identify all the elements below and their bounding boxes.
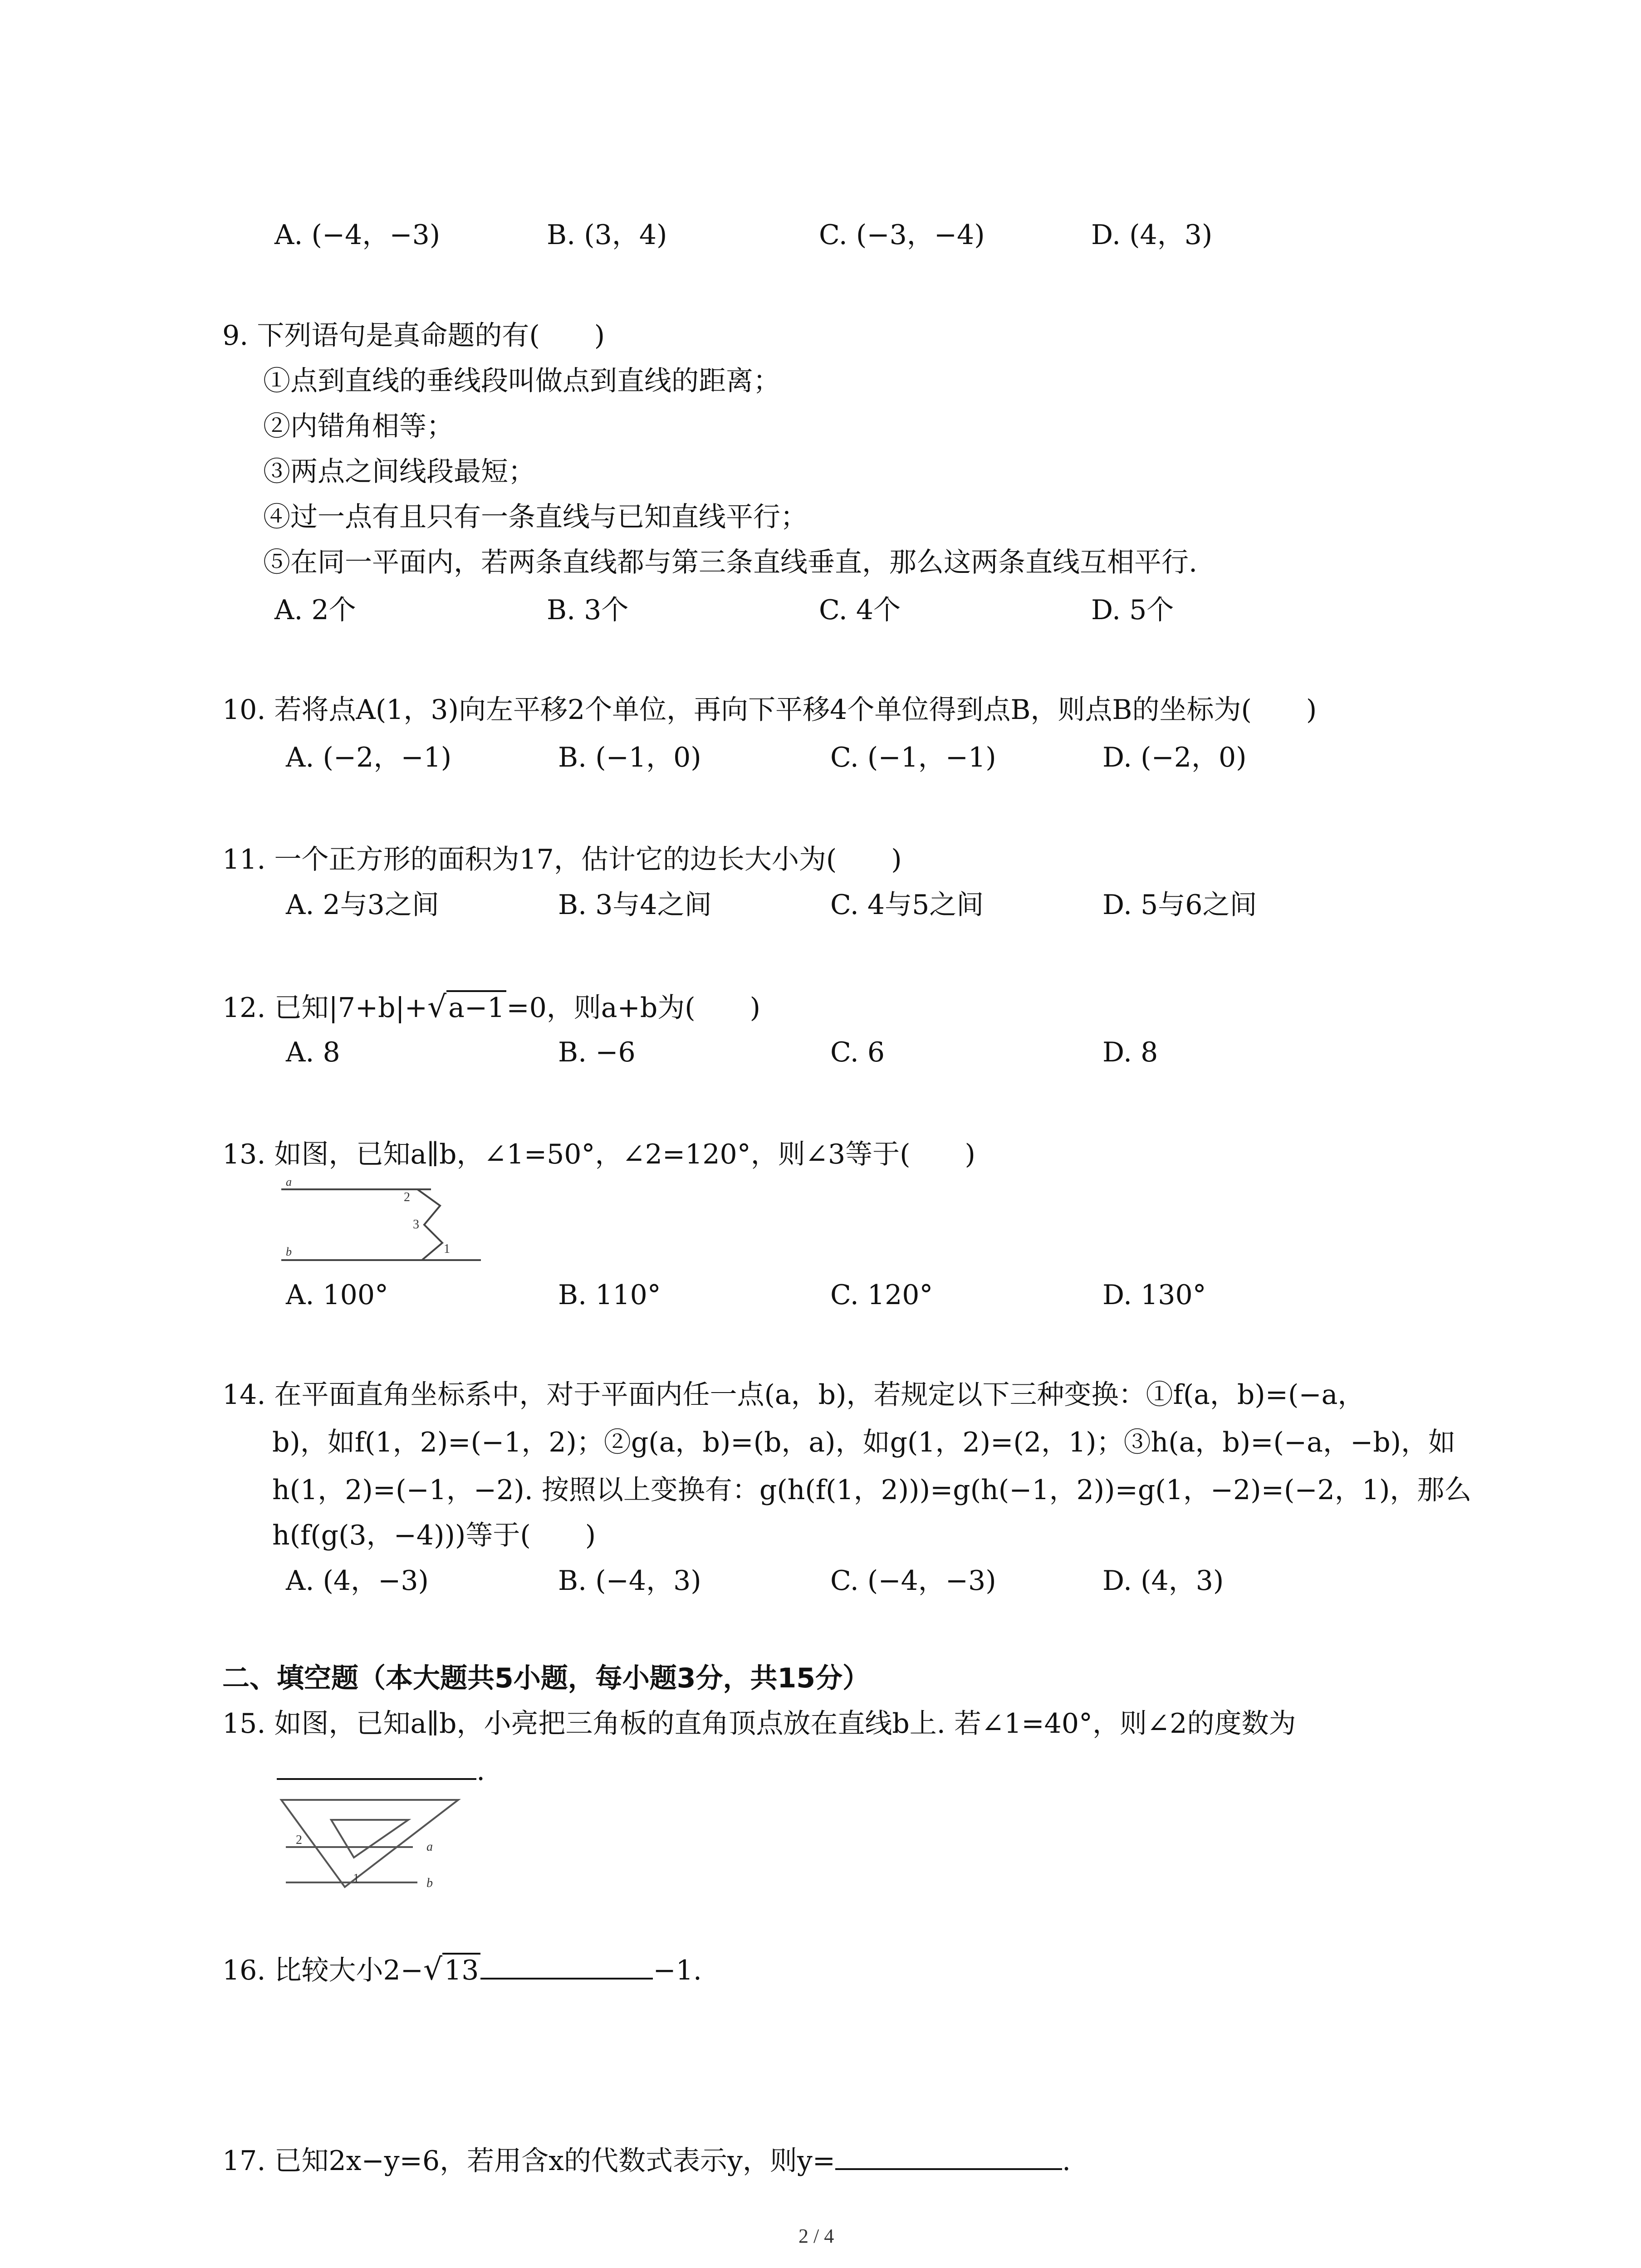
q16-stem [222,1950,702,1989]
q9-statement-3: ③两点之间线段最短； [263,456,535,488]
q12-option-b: B. −6 [558,1036,636,1068]
q10-option-d: D. (−2，0) [1102,742,1247,773]
q11-option-c: C. 4与5之间 [830,889,984,921]
q17-blank[interactable] [835,2141,1062,2170]
q9-option-b: B. 3个 [547,594,629,626]
q13-label-2: 2 [404,1190,410,1204]
q12-option-c: C. 6 [830,1036,885,1068]
q15-label-b: b [426,1876,433,1890]
q15-stem: 15. 如图，已知a∥b，小亮把三角板的直角顶点放在直线b上. 若∠1=40°，则∠2的度数为 [222,1708,1296,1740]
q14-option-c: C. (−4，−3) [830,1565,996,1597]
q15-end: . [476,1755,485,1787]
q8-option-b: B. (3，4) [547,219,667,251]
q13-figure [272,1175,490,1275]
q13-label-a: a [286,1175,292,1188]
q16-blank[interactable] [480,1950,653,1980]
q12-sqrt-sign: √ [427,989,447,1024]
section-heading: 二、填空题（本大题共5小题，每小题3分，共15分） [222,1662,870,1694]
q16-sqrt-content: 13 [442,1953,480,1986]
q8-option-d: D. (4，3) [1091,219,1213,251]
q15-label-1: 1 [353,1872,359,1886]
q13-option-d: D. 130° [1102,1279,1206,1311]
q10-option-a: A. (−2，−1) [286,742,452,773]
q14-option-a: A. (4，−3) [286,1565,429,1597]
q12-stem-prefix: 12. 已知|7+b|+ [222,992,428,1024]
q13-stem: 13. 如图，已知a∥b，∠1=50°，∠2=120°，则∠3等于( ) [222,1139,975,1170]
q9-option-a: A. 2个 [274,594,356,626]
q11-stem: 11. 一个正方形的面积为17，估计它的边长大小为( ) [222,844,902,875]
q16-suffix: −1. [653,1955,702,1986]
q15-label-a: a [426,1840,433,1854]
q15-blank[interactable] [277,1751,476,1780]
q14-line-1: 14. 在平面直角坐标系中，对于平面内任一点(a，b)，若规定以下三种变换：①f(a，b)=(−a， [222,1379,1365,1411]
q12-option-d: D. 8 [1102,1036,1158,1068]
q15-answer-line [277,1751,485,1789]
q13-option-c: C. 120° [830,1279,933,1311]
q10-option-b: B. (−1，0) [558,742,701,773]
q17-prefix: 17. 已知2x−y=6，若用含x的代数式表示y，则y= [222,2145,836,2177]
q9-statement-2: ②内错角相等； [263,411,454,442]
q14-line-2: b)，如f(1，2)=(−1，2)；②g(a，b)=(b，a)，如g(1，2)=(2，1)；③h(a，b)=(−a，−b)，如 [272,1427,1456,1458]
q16-prefix: 16. 比较大小2− [222,1955,423,1986]
q12-stem-suffix: =0，则a+b为( ) [506,992,761,1024]
q15-label-2: 2 [296,1833,302,1847]
q11-option-b: B. 3与4之间 [558,889,712,921]
q13-label-3: 3 [413,1217,419,1232]
q9-option-c: C. 4个 [819,594,901,626]
q13-label-b: b [286,1245,292,1258]
q9-statement-1: ①点到直线的垂线段叫做点到直线的距离； [263,365,780,397]
q13-option-b: B. 110° [558,1279,661,1311]
q14-option-b: B. (−4，3) [558,1565,701,1597]
page-number: 2 / 4 [798,2225,834,2247]
q17-stem [222,2141,1071,2179]
q9-statement-5: ⑤在同一平面内，若两条直线都与第三条直线垂直，那么这两条直线互相平行. [263,547,1198,578]
q13-label-1: 1 [444,1242,450,1256]
q8-option-c: C. (−3，−4) [819,219,985,251]
q14-line-3: h(1，2)=(−1，−2). 按照以上变换有：g(h(f(1，2)))=g(h(−1，2))=g(1，−2)=(−2，1)，那么 [272,1474,1472,1506]
q10-option-c: C. (−1，−1) [830,742,996,773]
q11-option-d: D. 5与6之间 [1102,889,1257,921]
q15-figure [277,1796,467,1896]
q16-sqrt-sign: √ [423,1952,443,1987]
q14-option-d: D. (4，3) [1102,1565,1224,1597]
q15-triangle-inner [331,1820,408,1857]
q9-statement-4: ④过一点有且只有一条直线与已知直线平行； [263,501,808,533]
q12-sqrt-content: a−1 [446,990,506,1024]
q10-stem: 10. 若将点A(1，3)向左平移2个单位，再向下平移4个单位得到点B，则点B的坐标为( ) [222,694,1317,726]
q12-stem [222,989,760,1026]
q8-option-a: A. (−4，−3) [274,219,441,251]
q9-stem: 9. 下列语句是真命题的有( ) [222,320,605,352]
q13-option-a: A. 100° [286,1279,388,1311]
q9-option-d: D. 5个 [1091,594,1174,626]
q14-line-4: h(f(g(3，−4)))等于( ) [272,1520,596,1551]
q13-bent-line [417,1189,442,1260]
q17-suffix: . [1062,2145,1071,2177]
q11-option-a: A. 2与3之间 [286,889,439,921]
q12-option-a: A. 8 [286,1036,340,1068]
